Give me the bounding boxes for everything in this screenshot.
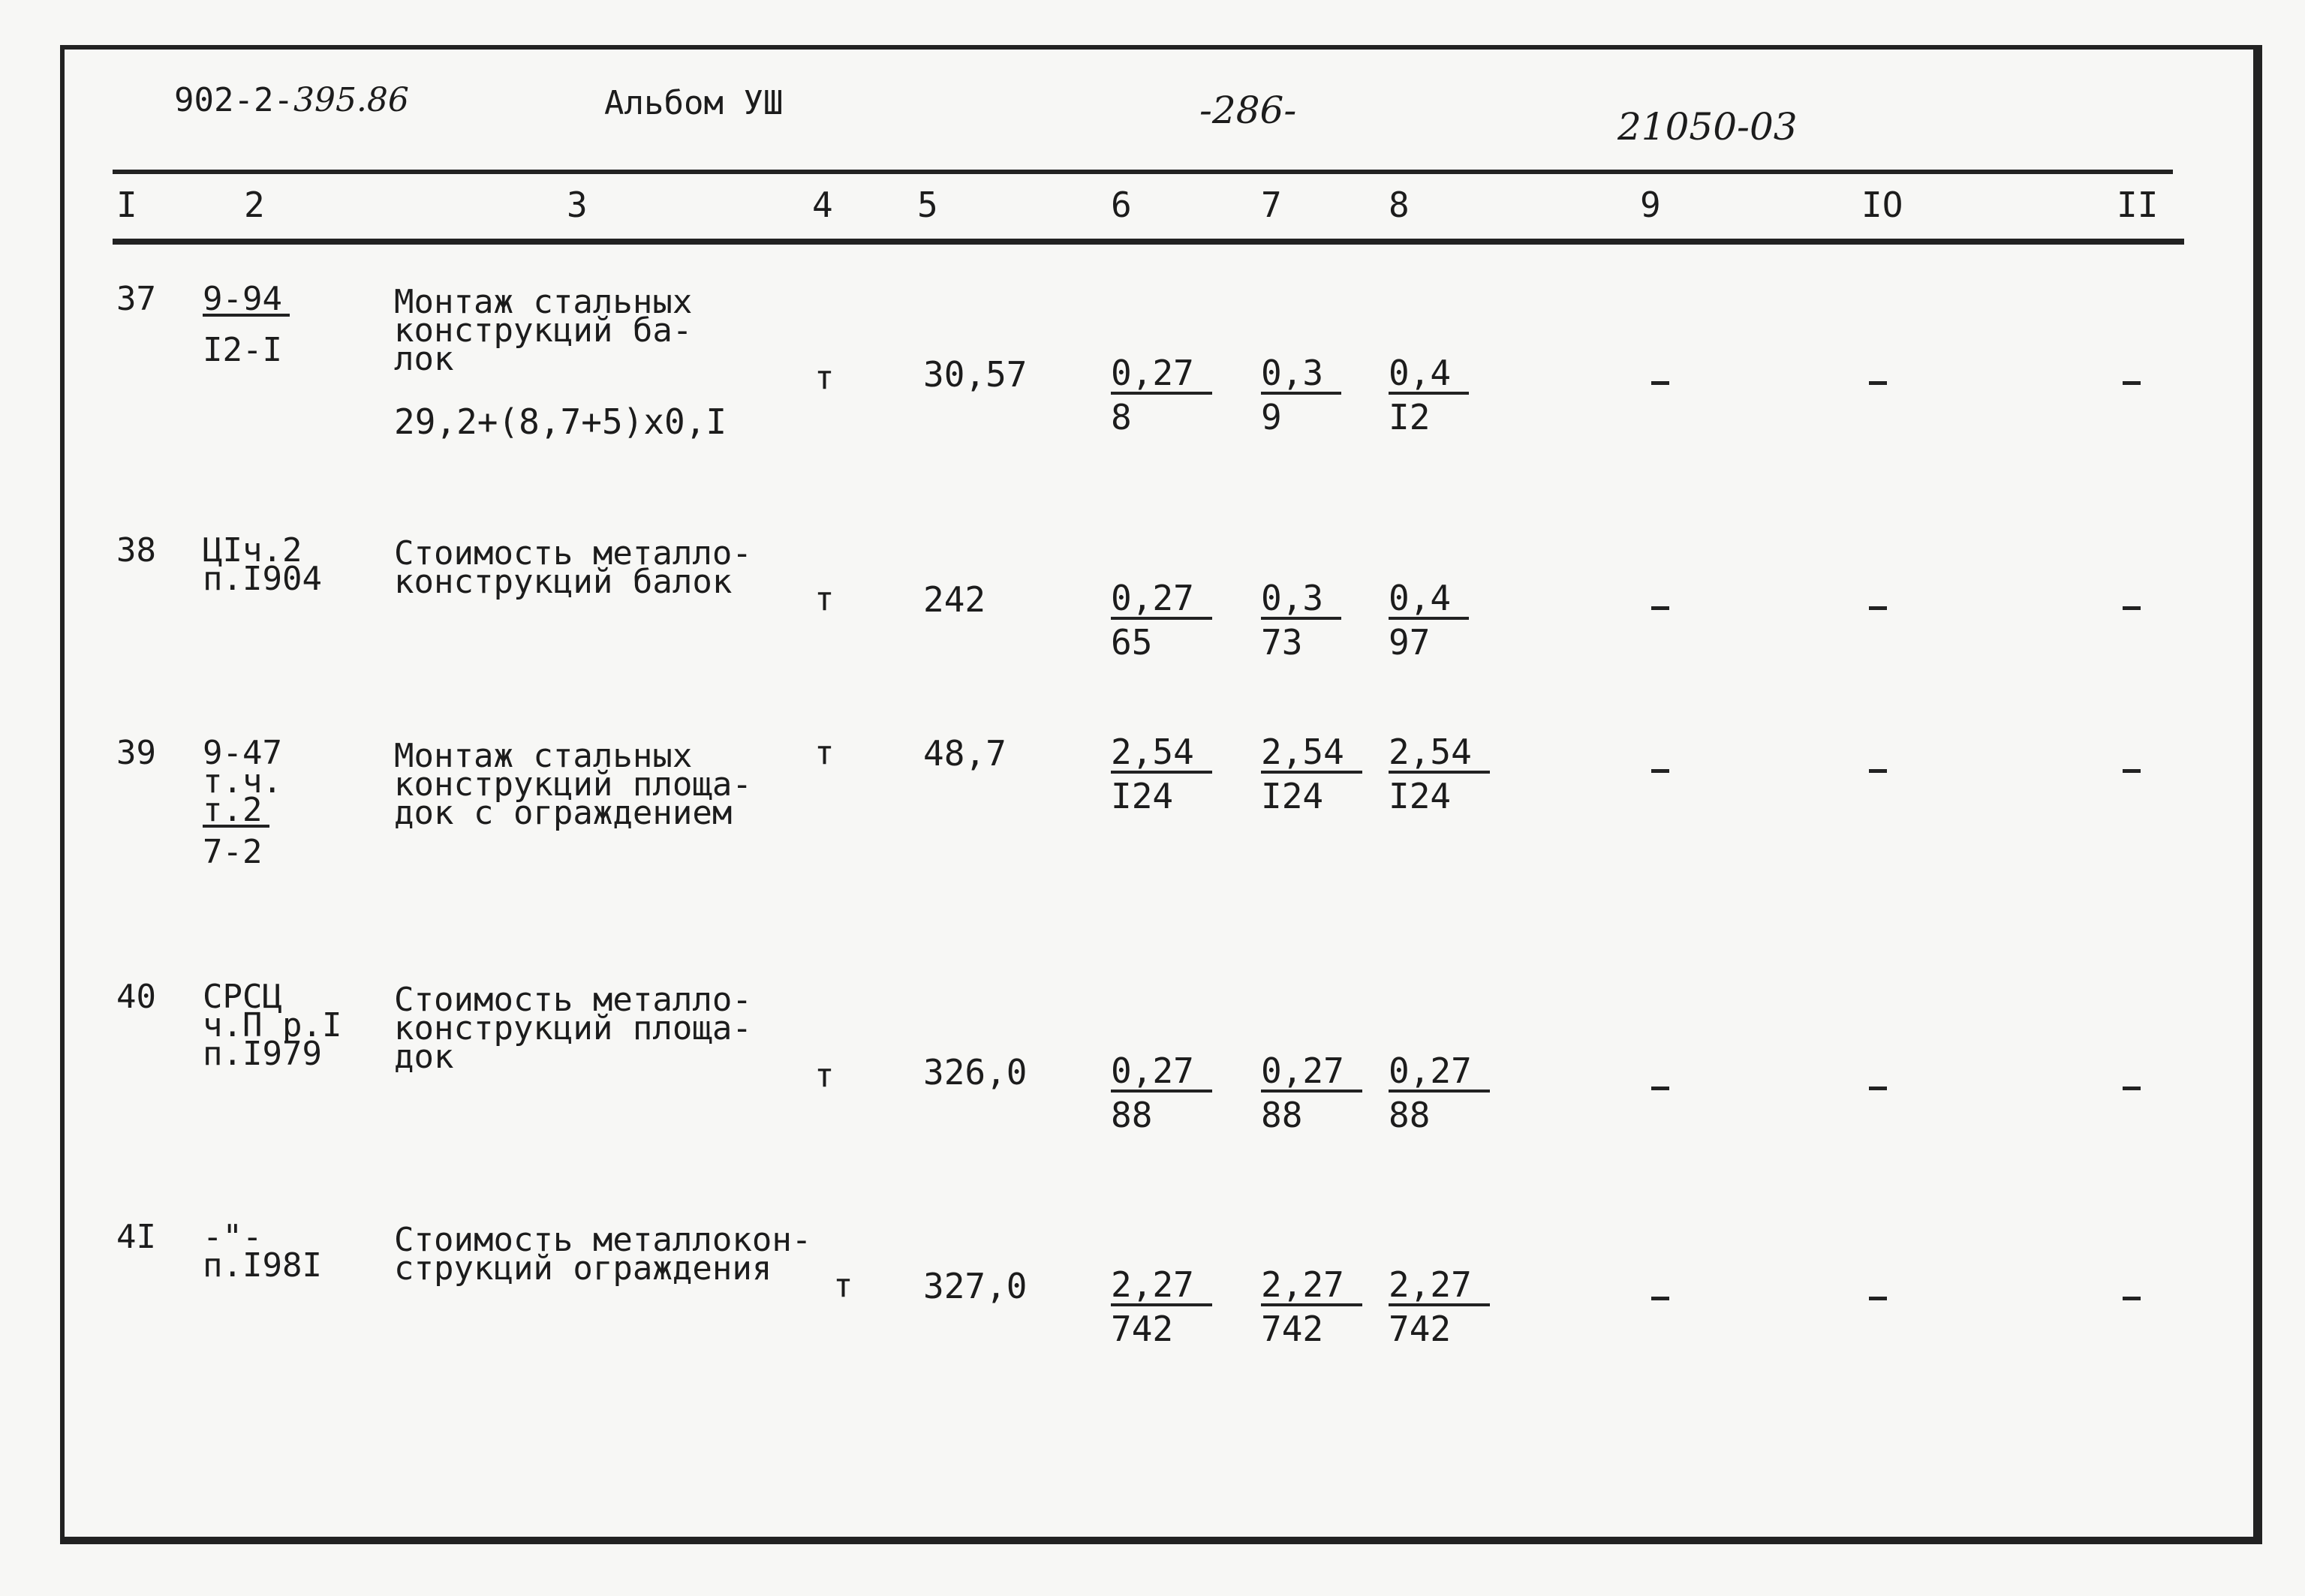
norm-numerator: 0,27 — [1111, 354, 1212, 395]
norm-denominator: I24 — [1111, 776, 1174, 816]
row-quantity: 48,7 — [923, 733, 1007, 774]
row-norm-col6 — [1111, 578, 1212, 665]
empty-cell-dash — [2123, 606, 2141, 610]
column-number-10: IO — [1861, 185, 1903, 225]
row-norm-col7 — [1261, 732, 1362, 819]
norm-denominator: 88 — [1261, 1095, 1303, 1135]
row-norm-col8 — [1389, 353, 1469, 440]
norm-numerator: 0,3 — [1261, 579, 1341, 620]
row-norm-col6 — [1111, 353, 1212, 440]
row-unit: т — [833, 1267, 853, 1305]
norm-denominator: 8 — [1111, 397, 1132, 437]
row-norm-col6 — [1111, 1264, 1212, 1351]
norm-denominator: 88 — [1111, 1095, 1153, 1135]
empty-cell-dash — [1869, 1087, 1887, 1090]
page-number: -286- — [1199, 89, 1297, 132]
row-quantity: 327,0 — [923, 1266, 1028, 1306]
row-unit: т — [814, 359, 835, 397]
row-reference-line: 9-94 — [203, 285, 290, 317]
row-quantity: 30,57 — [923, 354, 1028, 395]
norm-denominator: I24 — [1389, 776, 1452, 816]
norm-denominator: I24 — [1261, 776, 1324, 816]
column-number-1: I — [116, 185, 137, 225]
norm-numerator: 0,27 — [1389, 1052, 1490, 1093]
norm-numerator: 2,54 — [1261, 733, 1362, 774]
row-norm-col6 — [1111, 732, 1212, 819]
row-formula: 29,2+(8,7+5)x0,I — [394, 401, 727, 442]
row-norm-col8 — [1389, 1264, 1490, 1351]
empty-cell-dash — [2123, 1297, 2141, 1300]
row-norm-col8 — [1389, 1050, 1490, 1138]
empty-cell-dash — [1869, 606, 1887, 610]
norm-numerator: 0,27 — [1111, 1052, 1212, 1093]
row-reference-line: ч.П р.I — [203, 1006, 342, 1044]
row-reference-line: т.2 — [203, 796, 269, 828]
norm-numerator: 0,27 — [1111, 579, 1212, 620]
row-reference-line: -"- — [203, 1218, 263, 1256]
row-norm-col7 — [1261, 578, 1341, 665]
norm-numerator: 2,27 — [1111, 1266, 1212, 1306]
norm-numerator: 0,4 — [1389, 354, 1469, 395]
norm-numerator: 0,4 — [1389, 579, 1469, 620]
row-reference-line: ЦIч.2 — [203, 531, 302, 570]
empty-cell-dash — [1651, 1087, 1669, 1090]
row-reference-line: п.I98I — [203, 1246, 322, 1285]
row-reference-line: 9-47 — [203, 734, 282, 772]
norm-denominator: 88 — [1389, 1095, 1431, 1135]
project-code-printed: 902-2- — [174, 81, 293, 119]
row-quantity: 242 — [923, 579, 986, 620]
row-norm-col6 — [1111, 1050, 1212, 1138]
norm-numerator: 0,3 — [1261, 354, 1341, 395]
header-rule-top — [113, 170, 2173, 174]
empty-cell-dash — [1869, 1297, 1887, 1300]
row-norm-col7 — [1261, 1264, 1362, 1351]
archive-number: 21050-03 — [1617, 105, 1798, 149]
empty-cell-dash — [2123, 1087, 2141, 1090]
column-number-7: 7 — [1261, 185, 1282, 225]
norm-denominator: I2 — [1389, 397, 1431, 437]
norm-numerator: 2,27 — [1261, 1266, 1362, 1306]
column-number-3: 3 — [567, 185, 588, 225]
norm-denominator: 742 — [1261, 1309, 1324, 1349]
row-unit: т — [814, 580, 835, 618]
row-norm-col8 — [1389, 578, 1469, 665]
row-reference-line: СРСЦ — [203, 978, 282, 1016]
row-number: 37 — [116, 280, 156, 318]
norm-denominator: 9 — [1261, 397, 1282, 437]
column-number-9: 9 — [1640, 185, 1661, 225]
row-description: Стоимость металлокон- струкций ограждения — [394, 1221, 812, 1288]
norm-numerator: 2,27 — [1389, 1266, 1490, 1306]
column-number-4: 4 — [812, 185, 833, 225]
row-reference-line: т.ч. — [203, 762, 282, 801]
row-description: Монтаж стальных конструкций площа- док с ограждением — [394, 737, 752, 832]
row-description: Стоимость металло- конструкций площа- док — [394, 981, 752, 1076]
norm-denominator: 742 — [1389, 1309, 1452, 1349]
norm-numerator: 0,27 — [1261, 1052, 1362, 1093]
empty-cell-dash — [2123, 769, 2141, 773]
row-number: 38 — [116, 531, 156, 570]
column-number-8: 8 — [1389, 185, 1410, 225]
column-number-11: II — [2117, 185, 2159, 225]
row-unit: т — [814, 1056, 835, 1095]
empty-cell-dash — [1869, 769, 1887, 773]
column-number-5: 5 — [917, 185, 938, 225]
column-number-2: 2 — [244, 185, 265, 225]
row-description: Стоимость металло- конструкций балок — [394, 534, 752, 601]
empty-cell-dash — [1651, 381, 1669, 385]
row-reference-line: п.I904 — [203, 560, 322, 598]
row-reference-line: I2-I — [203, 331, 282, 369]
row-unit: т — [814, 734, 835, 772]
row-reference-line: п.I979 — [203, 1035, 322, 1073]
row-number: 40 — [116, 978, 156, 1016]
row-description: Монтаж стальных конструкций ба- лок — [394, 283, 693, 378]
row-number: 39 — [116, 734, 156, 772]
norm-denominator: 97 — [1389, 622, 1431, 663]
row-norm-col7 — [1261, 1050, 1362, 1138]
project-code-handwritten: 395.86 — [293, 81, 409, 119]
norm-denominator: 742 — [1111, 1309, 1174, 1349]
norm-denominator: 73 — [1261, 622, 1303, 663]
empty-cell-dash — [2123, 381, 2141, 385]
norm-numerator: 2,54 — [1111, 733, 1212, 774]
row-reference-line: 7-2 — [203, 833, 263, 871]
empty-cell-dash — [1651, 606, 1669, 610]
row-number: 4I — [116, 1218, 156, 1256]
empty-cell-dash — [1651, 769, 1669, 773]
header-rule-bottom — [113, 239, 2184, 245]
row-quantity: 326,0 — [923, 1052, 1028, 1093]
norm-numerator: 2,54 — [1389, 733, 1490, 774]
project-code — [174, 81, 409, 119]
row-norm-col8 — [1389, 732, 1490, 819]
column-number-6: 6 — [1111, 185, 1132, 225]
row-norm-col7 — [1261, 353, 1341, 440]
empty-cell-dash — [1651, 1297, 1669, 1300]
album-label: Альбом УШ — [604, 84, 784, 122]
empty-cell-dash — [1869, 381, 1887, 385]
norm-denominator: 65 — [1111, 622, 1153, 663]
